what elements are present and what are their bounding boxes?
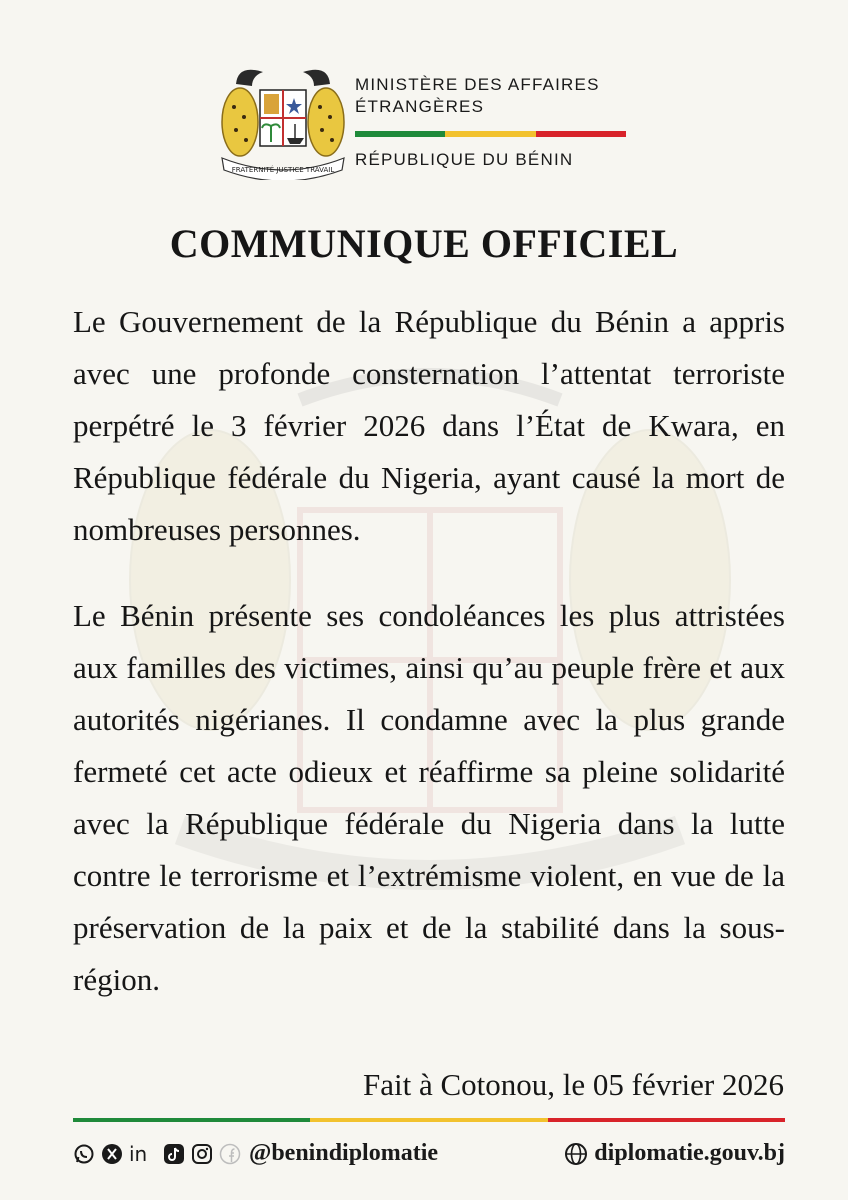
footer-stripe-yellow [310,1118,547,1122]
website-url[interactable]: diplomatie.gouv.bj [594,1140,785,1166]
globe-icon [564,1142,588,1166]
social-links [73,1140,438,1167]
ministry-line-1: MINISTÈRE DES AFFAIRES [355,75,600,94]
facebook-icon[interactable] [219,1143,241,1165]
tiktok-icon[interactable] [163,1143,185,1165]
flag-stripe-green [355,131,445,137]
website-link[interactable] [564,1140,785,1167]
paragraph-1: Le Gouvernement de la République du Bénin a appris avec une profonde consternation l’attentat terroriste perpétré le 3 février 2026 dans l’État de Kwara, en République fédérale du Nigeria, ayant causé la mort de nombreuses personnes. [73,304,785,547]
motto-text: FRATERNITÉ JUSTICE TRAVAIL [231,166,335,174]
instagram-icon[interactable] [191,1143,213,1165]
social-handle[interactable]: @benindiplomatie [249,1140,439,1166]
flag-stripe [355,131,626,137]
paragraph-2: Le Bénin présente ses condoléances les plus attristées aux familles des victimes, ainsi qu’au peuple frère et aux autorités nigérianes. Il condamne avec la plus grande fermeté cet acte odieux et réaffirme sa pleine solidarité avec la République fédérale du Nigeria dans la lutte contre le terrorisme et l’extrémisme violent, en vue de la préservation de la paix et de la stabilité dans la sous-région. [73,598,785,997]
ministry-line-2: ÉTRANGÈRES [355,97,485,116]
footer-stripe-red [548,1118,785,1122]
footer-stripe-green [73,1118,310,1122]
document-title: COMMUNIQUE OFFICIEL [169,221,679,266]
whatsapp-icon[interactable] [73,1143,95,1165]
letterhead [218,62,638,182]
republic-name: RÉPUBLIQUE DU BÉNIN [355,150,574,169]
ministry-name [355,74,600,118]
footer [73,1138,785,1170]
svg-text:in: in [129,1142,148,1165]
signature-line: Fait à Cotonou, le 05 février 2026 [363,1067,784,1102]
coat-of-arms-icon [218,62,348,180]
linkedin-icon[interactable] [129,1143,157,1165]
x-icon[interactable] [101,1143,123,1165]
flag-stripe-red [536,131,626,137]
footer-flag-stripe [73,1118,785,1122]
flag-stripe-yellow [445,131,535,137]
